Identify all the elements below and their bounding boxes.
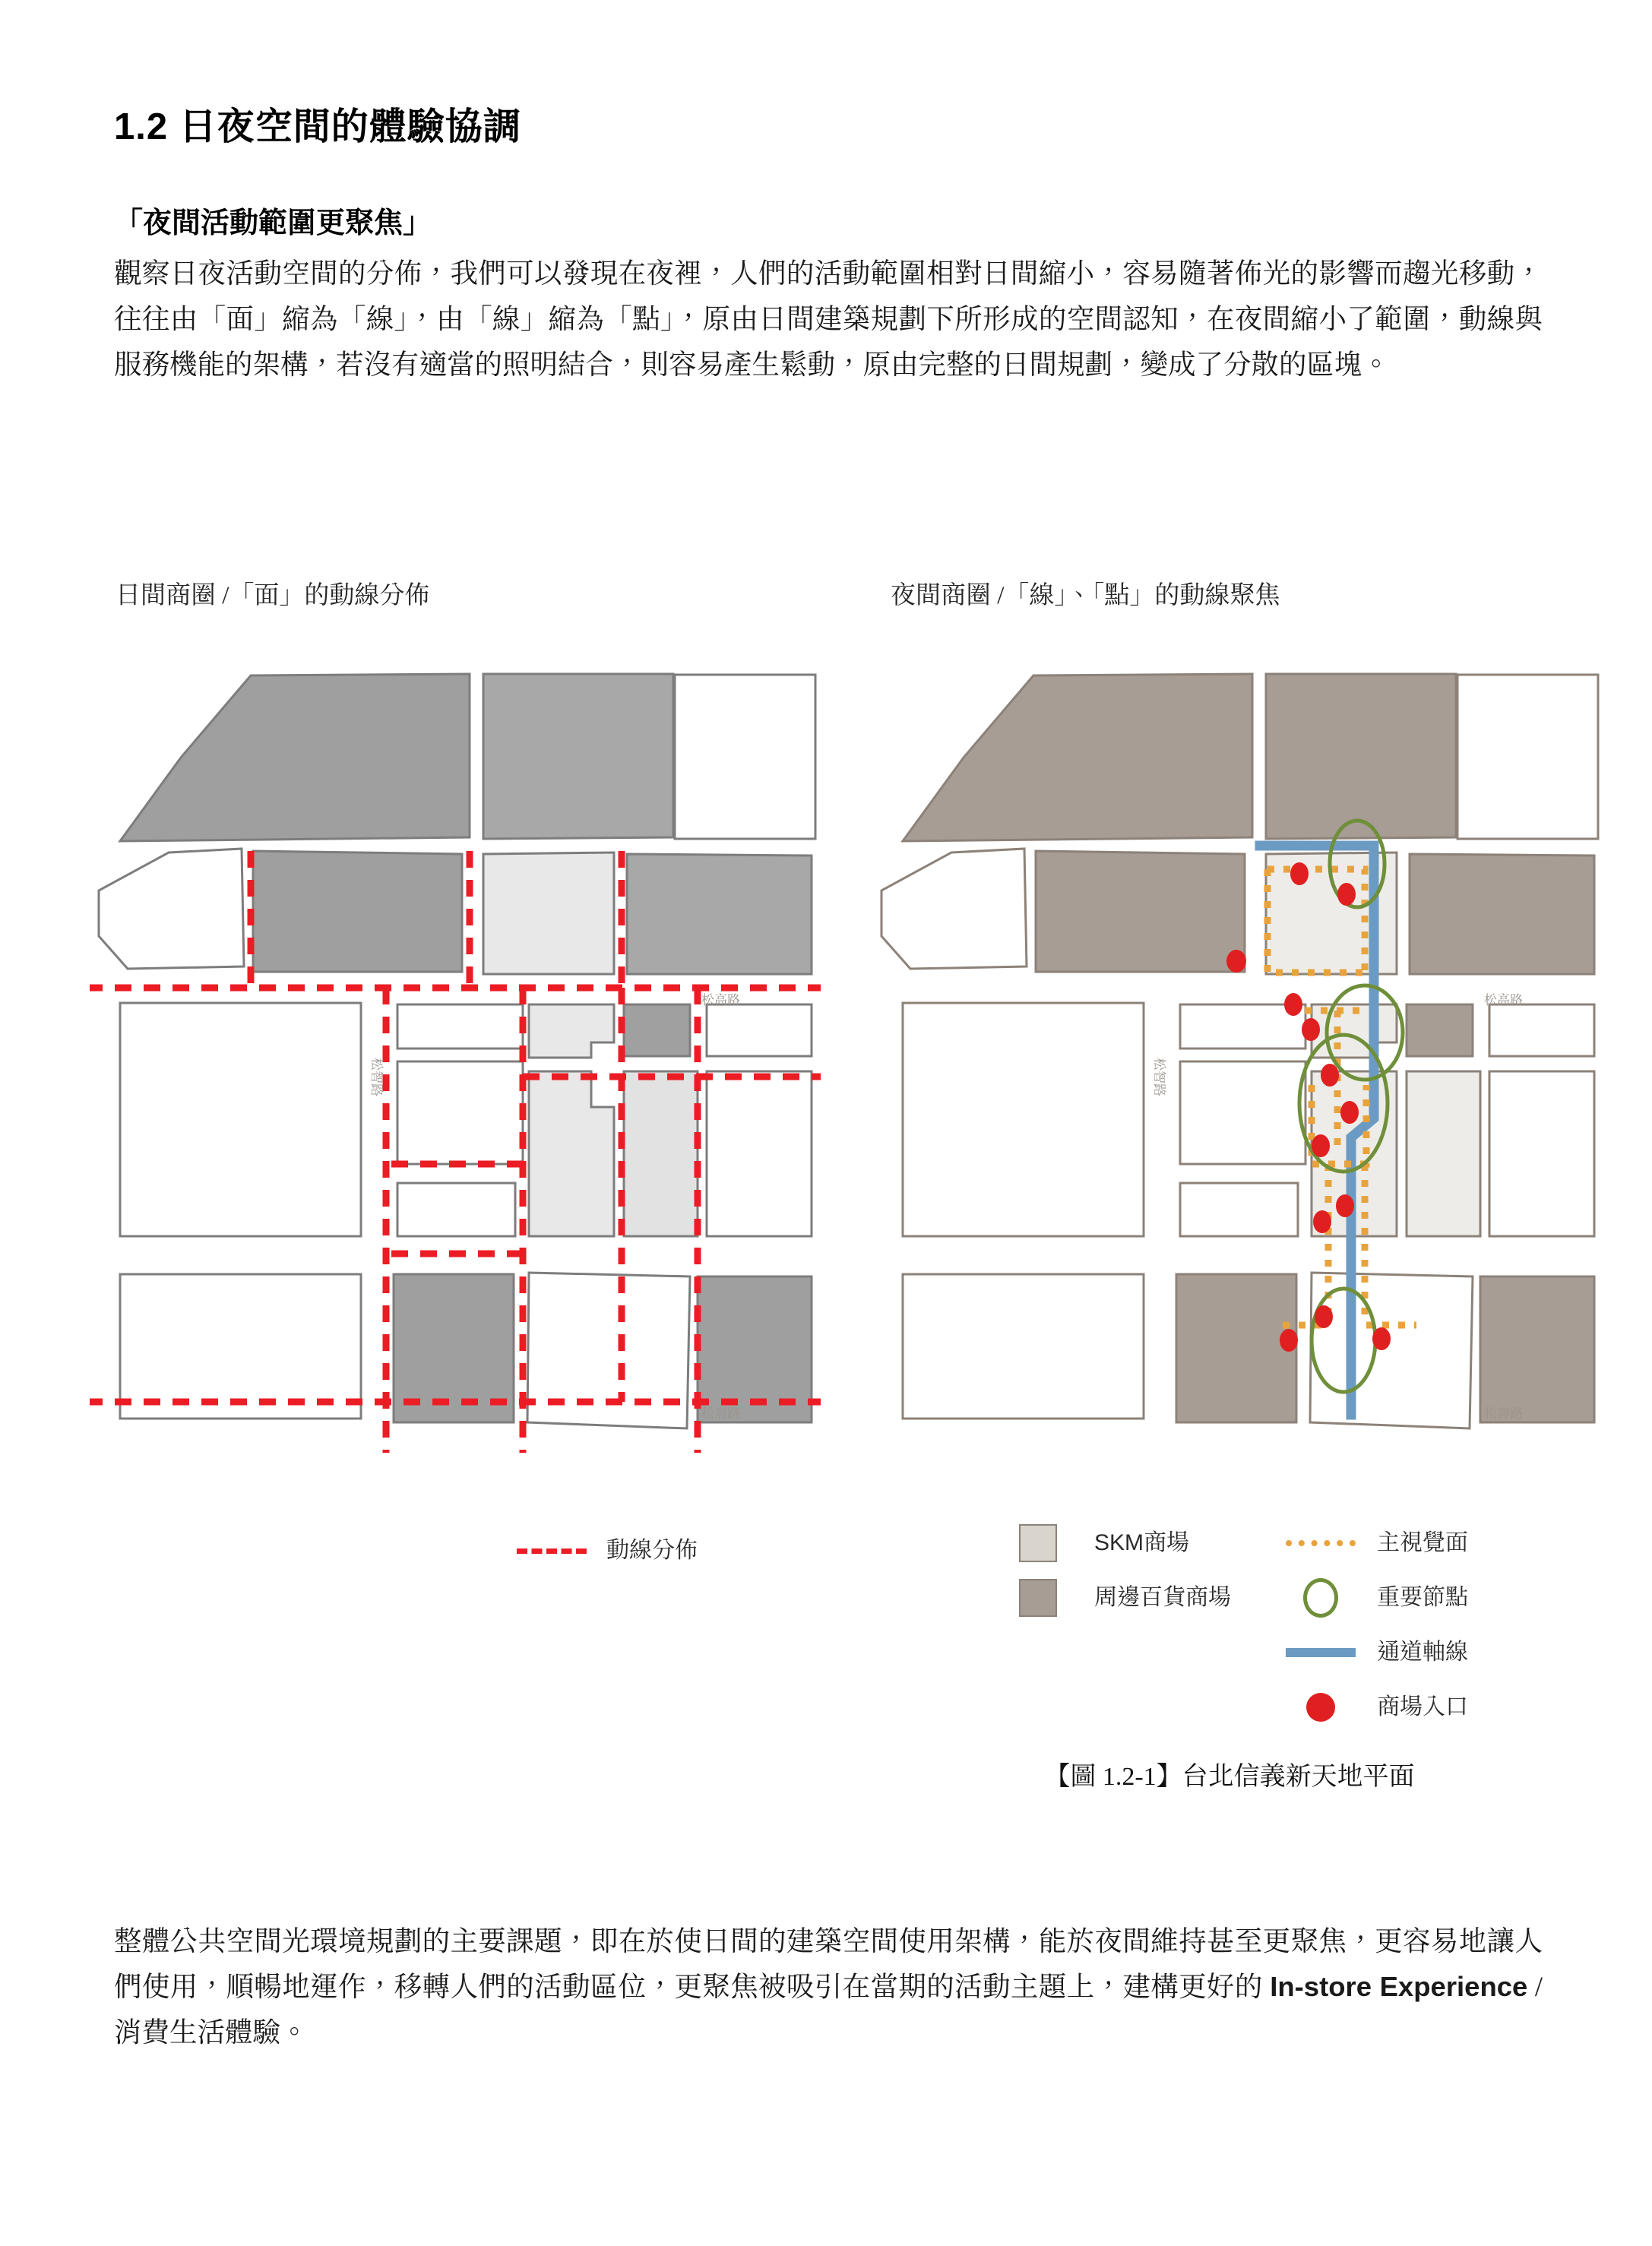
legend-item — [1284, 1629, 1468, 1676]
outro-text-part1: 整體公共空間光環境規劃的主要課題，即在於使日間的建築空間使用架構，能於夜間維持甚至更聚焦，更容易地讓人們使用，順暢地運作，移轉人們的活動區位，更聚焦被吸引在當期的活動主題上，建構更好的 — [114, 1925, 1543, 2002]
entrance-dot — [1340, 1101, 1359, 1124]
block — [881, 849, 1027, 969]
road-label-songshou: 松壽路 — [1484, 1406, 1523, 1421]
entrance-dot — [1372, 1327, 1391, 1350]
entrance-dot — [1280, 1329, 1298, 1352]
legend-item — [1284, 1574, 1468, 1621]
figure-caption: 【圖 1.2-1】台北信義新天地平面 — [1044, 1763, 1415, 1791]
swatch-light-box-icon — [1019, 1524, 1057, 1562]
daytime-circulation-map — [90, 632, 850, 1514]
block — [903, 674, 1252, 841]
block — [253, 851, 462, 972]
block — [707, 1004, 812, 1056]
block — [1489, 1071, 1594, 1236]
legend-item — [1002, 1520, 1231, 1567]
legend-item — [1284, 1520, 1468, 1567]
block — [1266, 674, 1456, 839]
block — [903, 1274, 1144, 1419]
block — [397, 1183, 515, 1236]
outro-text-part2: / 消費生活體驗。 — [114, 1971, 1543, 2048]
block — [903, 1003, 1144, 1236]
block — [624, 1004, 690, 1056]
entrance-dot — [1336, 1194, 1354, 1217]
entrance-dot — [1290, 862, 1309, 885]
block — [120, 1003, 361, 1236]
legend-label: 動線分佈 — [606, 1538, 698, 1563]
block — [1457, 675, 1598, 839]
daytime-map-legend — [517, 1527, 698, 1574]
swatch-dark-box-icon — [1019, 1579, 1057, 1617]
entrance-dot — [1313, 1210, 1331, 1233]
block — [1310, 1273, 1473, 1428]
block — [529, 1004, 614, 1058]
block — [120, 674, 470, 841]
subheading: 「夜間活動範圍更聚焦」 — [114, 207, 432, 239]
road-label-songzhi: 松智路 — [1152, 1058, 1166, 1096]
block — [1180, 1061, 1305, 1164]
block — [483, 853, 614, 974]
entrance-dot — [1337, 883, 1356, 906]
dashed-line-icon — [517, 1548, 587, 1554]
block — [624, 1071, 698, 1236]
entrance-dot — [1302, 1018, 1320, 1041]
nighttime-focus-map — [872, 632, 1632, 1514]
block — [1407, 1004, 1473, 1056]
block — [1176, 1274, 1296, 1422]
block — [529, 1071, 614, 1236]
legend-label: 重要節點 — [1377, 1585, 1468, 1610]
intro-paragraph: 觀察日夜活動空間的分佈，我們可以發現在夜裡，人們的活動範圍相對日間縮小，容易隨著佈光的影響而趨光移動，往往由「面」縮為「線」，由「線」縮為「點」，原由日間建築規劃下所形成的空間認知，在夜間縮小了範圍，動線與服務機能的架構，若沒有適當的照明結合，則容易產生鬆動，原由完整的日間規劃，變成了分散的區塊。 — [114, 258, 1543, 380]
outro-text-english: In-store Experience — [1270, 1971, 1528, 2002]
block — [707, 1071, 812, 1236]
block — [1480, 1276, 1594, 1422]
entrance-dot — [1321, 1064, 1339, 1087]
road-label-songgao: 松高路 — [701, 993, 740, 1008]
block — [397, 1061, 523, 1164]
legend-label: SKM商場 — [1094, 1530, 1190, 1555]
left-figure-title: 日間商圈 /「面」的動線分佈 — [116, 582, 430, 609]
filled-dot-icon — [1306, 1693, 1335, 1722]
legend-item — [517, 1527, 698, 1574]
road-label-songshou: 松壽路 — [701, 1406, 740, 1421]
road-label-songzhi: 松智路 — [369, 1058, 384, 1096]
legend-label: 商場入口 — [1377, 1694, 1468, 1719]
block — [397, 1004, 523, 1049]
legend-item — [1002, 1574, 1231, 1621]
legend-label: 主視覺面 — [1377, 1530, 1468, 1555]
block — [675, 675, 815, 839]
dotted-line-icon — [1286, 1540, 1356, 1546]
entrance-dot — [1226, 950, 1246, 973]
road-label-songgao: 松高路 — [1484, 993, 1523, 1008]
block — [120, 1274, 361, 1419]
legend-column-lines — [1284, 1520, 1468, 1731]
legend-label: 周邊百貨商場 — [1094, 1585, 1231, 1610]
entrance-dot — [1315, 1305, 1333, 1328]
block — [1489, 1004, 1594, 1056]
legend-item — [1284, 1684, 1468, 1731]
circle-outline-icon — [1303, 1578, 1338, 1618]
block — [1407, 1071, 1480, 1236]
outro-paragraph — [114, 1919, 1543, 2055]
solid-line-icon — [1286, 1648, 1356, 1657]
entrance-dot — [1284, 993, 1302, 1016]
legend-label: 通道軸線 — [1377, 1640, 1468, 1665]
right-figure-title: 夜間商圈 /「線」、「點」的動線聚焦 — [891, 582, 1280, 609]
legend-column-swatches — [1002, 1520, 1231, 1731]
block — [627, 854, 812, 974]
block — [1036, 851, 1245, 972]
block — [99, 849, 244, 969]
block — [1410, 854, 1594, 974]
block — [1180, 1183, 1298, 1236]
page-title: 1.2 日夜空間的體驗協調 — [114, 106, 521, 147]
nighttime-map-legend — [1002, 1520, 1579, 1731]
entrance-dot — [1312, 1134, 1330, 1157]
block — [483, 674, 673, 839]
